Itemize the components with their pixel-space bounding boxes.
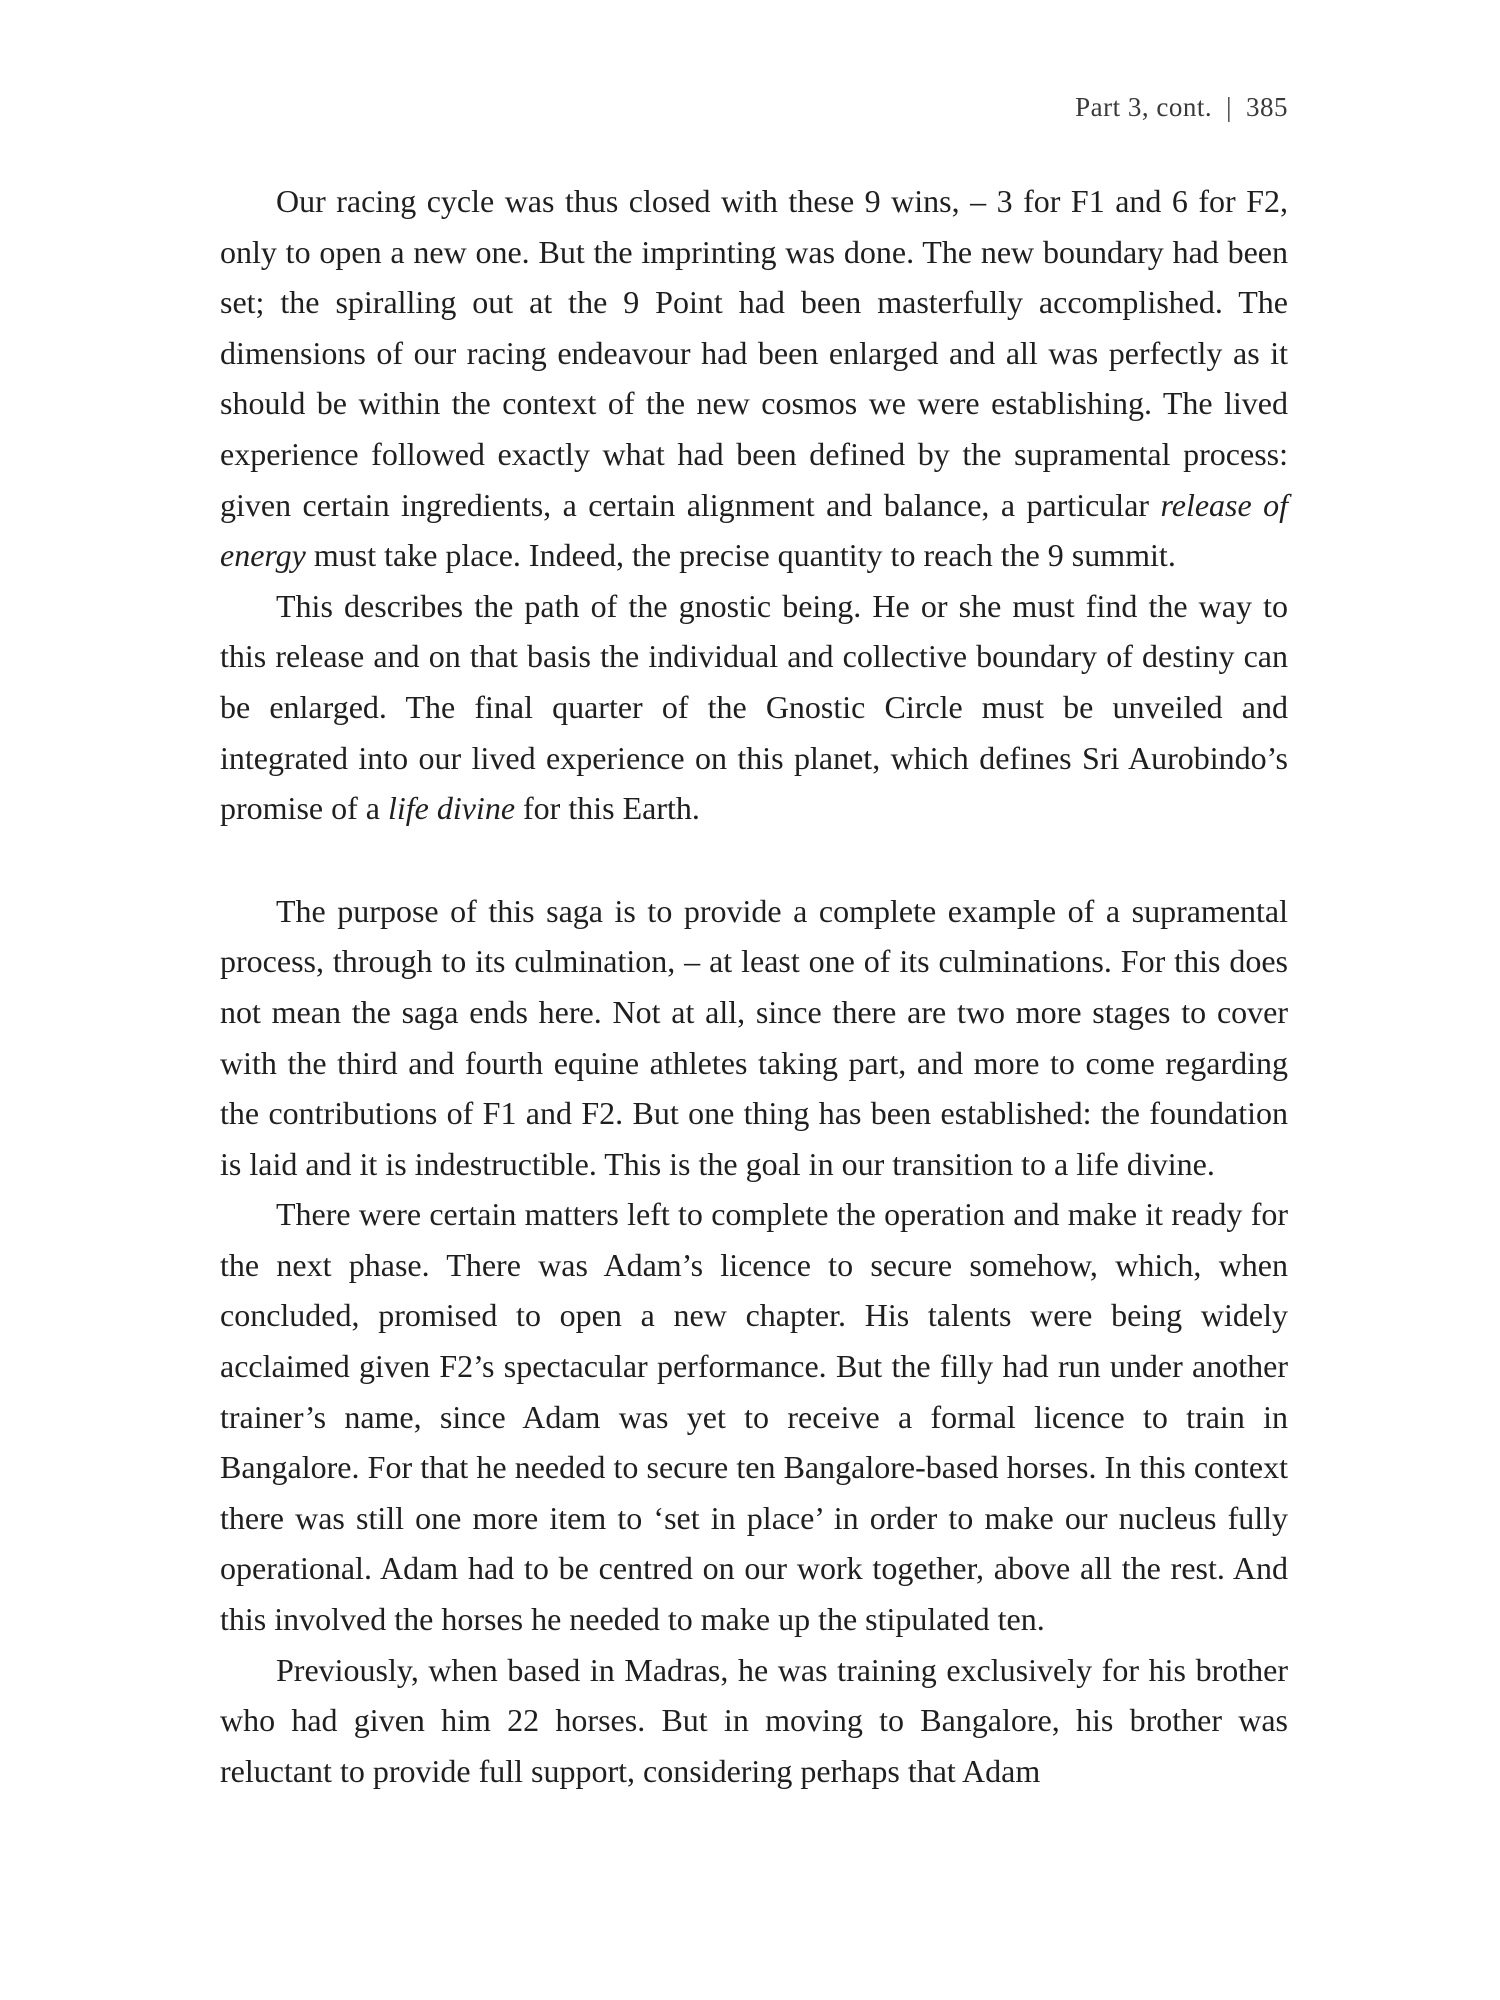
page-number: 385 bbox=[1246, 92, 1288, 122]
running-head bbox=[1075, 92, 1288, 123]
emphasis-life-divine: life divine bbox=[387, 790, 516, 827]
section-title: Part 3, cont. bbox=[1075, 92, 1213, 122]
paragraph: Our racing cycle was thus closed with these 9 wins, – 3 for F1 and 6 for F2, only to open a new one. But the imprinting was done. The new boundary had been set; the spiralling out at the 9 Point had been masterfully accomplished. The dimensions of our racing endeavour had been enlarged and all was perfectly as it should be within the context of the new cosmos we were establishing. The lived experience followed exactly what had been defined by the supramental process: given certain ingredients, a certain alignment and balance, a particular release of energy must take place. Indeed, the precise quantity to reach the 9 summit. bbox=[220, 183, 1288, 574]
paragraph: The purpose of this saga is to provide a complete example of a supramental process, through to its culmination, – at least one of its culminations. For this does not mean the saga ends here. Not at all, since there are two more stages to cover with the third and fourth equine athletes taking part, and more to come regarding the contributions of F1 and F2. But one thing has been established: the foundation is laid and it is indestructible. This is the goal in our transition to a life divine. bbox=[220, 892, 1288, 1182]
body-text bbox=[220, 176, 1288, 1796]
header-separator: | bbox=[1226, 92, 1232, 122]
paragraph: Previously, when based in Madras, he was training exclusively for his brother who had given him 22 horses. But in moving to Bangalore, his brother was reluctant to provide full support, considering perhaps that Adam bbox=[220, 1651, 1288, 1789]
paragraph: This describes the path of the gnostic being. He or she must find the way to this release and on that basis the individual and collective boundary of destiny can be enlarged. The final quarter of the Gnostic Circle must be unveiled and integrated into our lived experience on this planet, which defines Sri Aurobindo’s promise of a life divine for this Earth. bbox=[220, 587, 1288, 827]
paragraph: There were certain matters left to complete the operation and make it ready for the next phase. There was Adam’s licence to secure somehow, which, when concluded, promised to open a new chapter. His talents were being widely acclaimed given F2’s spectacular performance. But the filly had run under another trainer’s name, since Adam was yet to receive a formal licence to train in Bangalore. For that he needed to secure ten Bangalore-based horses. In this context there was still one more item to ‘set in place’ in order to make our nucleus fully operational. Adam had to be centred on our work together, above all the rest. And this involved the horses he needed to make up the stipulated ten. bbox=[220, 1196, 1288, 1638]
emphasis-release-of-energy: release of energy bbox=[220, 486, 1288, 574]
